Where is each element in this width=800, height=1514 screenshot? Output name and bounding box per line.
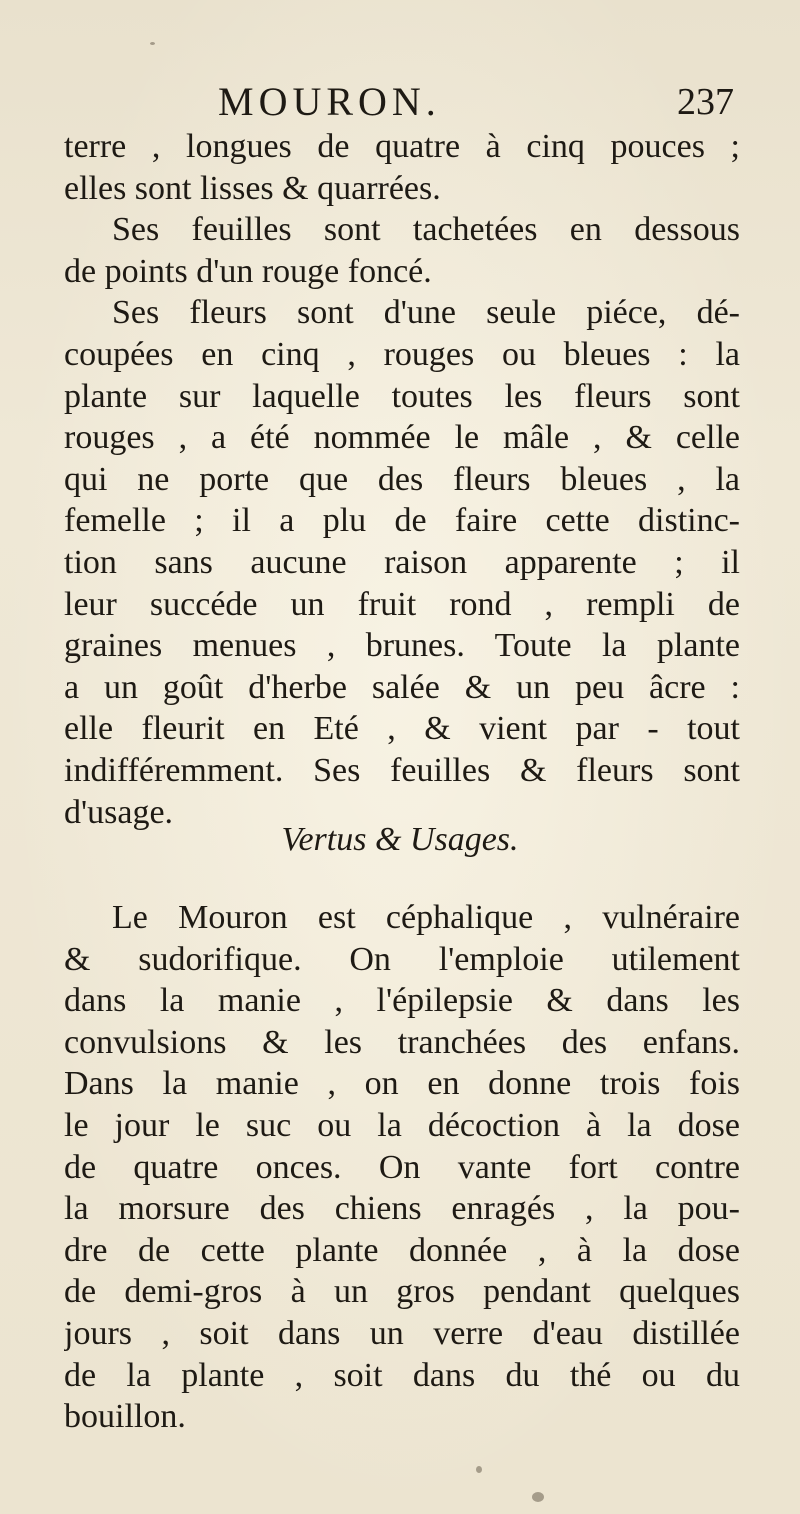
text-line: dans la manie , l'épilepsie & dans les: [64, 982, 740, 1020]
text-line: Ses feuilles sont tachetées en dessous: [112, 211, 740, 249]
text-line: d'usage.: [64, 793, 174, 831]
text-line: de la plante , soit dans du thé ou du: [64, 1356, 740, 1394]
text-line: leur succéde un fruit rond , rempli de: [64, 585, 740, 623]
page-header: [0, 76, 800, 128]
text-line: femelle ; il a plu de faire cette distinc-: [64, 502, 740, 540]
section-heading: Vertus & Usages.: [281, 821, 519, 858]
text-line: elle fleurit en Eté , & vient par - tout: [64, 710, 740, 748]
text-line: de quatre onces. On vante fort contre: [64, 1148, 740, 1186]
text-line: & sudorifique. On l'emploie utilement: [64, 940, 740, 978]
text-line: dre de cette plante donnée , à la dose: [64, 1231, 740, 1269]
text-line: de demi-gros à un gros pendant quelques: [64, 1273, 740, 1311]
text-line: Ses fleurs sont d'une seule piéce, dé-: [112, 294, 740, 332]
text-line: bouillon.: [64, 1398, 186, 1436]
text-line: de points d'un rouge foncé.: [64, 252, 432, 290]
text-line: elles sont lisses & quarrées.: [64, 169, 441, 207]
running-title: MOURON.: [218, 79, 441, 124]
text-line: indifféremment. Ses feuilles & fleurs sont: [64, 751, 740, 789]
text-line: plante sur laquelle toutes les fleurs sont: [64, 377, 740, 415]
text-line: terre , longues de quatre à cinq pouces ;: [64, 128, 740, 165]
text-line: Dans la manie , on en donne trois fois: [64, 1065, 740, 1103]
text-line: graines menues , brunes. Toute la plante: [64, 627, 740, 665]
text-line: a un goût d'herbe salée & un peu âcre :: [64, 668, 740, 706]
virtues-text: [64, 897, 740, 1438]
text-line: qui ne porte que des fleurs bleues , la: [64, 460, 740, 498]
description-text: [64, 126, 740, 833]
ink-speck: [150, 42, 155, 45]
text-line: convulsions & les tranchées des enfans.: [64, 1023, 740, 1061]
text-line: la morsure des chiens enragés , la pou-: [64, 1190, 740, 1228]
text-line: rouges , a été nommée le mâle , & celle: [64, 419, 740, 457]
ink-speck: [476, 1466, 482, 1473]
text-line: tion sans aucune raison apparente ; il: [64, 543, 740, 581]
ink-speck: [532, 1492, 544, 1502]
text-line: jours , soit dans un verre d'eau distillée: [64, 1314, 740, 1352]
text-line: Le Mouron est céphalique , vulnéraire: [112, 899, 740, 936]
text-line: le jour le suc ou la décoction à la dose: [64, 1106, 740, 1144]
text-line: coupées en cinq , rouges ou bleues : la: [64, 335, 740, 373]
page-number: 237: [677, 81, 734, 123]
